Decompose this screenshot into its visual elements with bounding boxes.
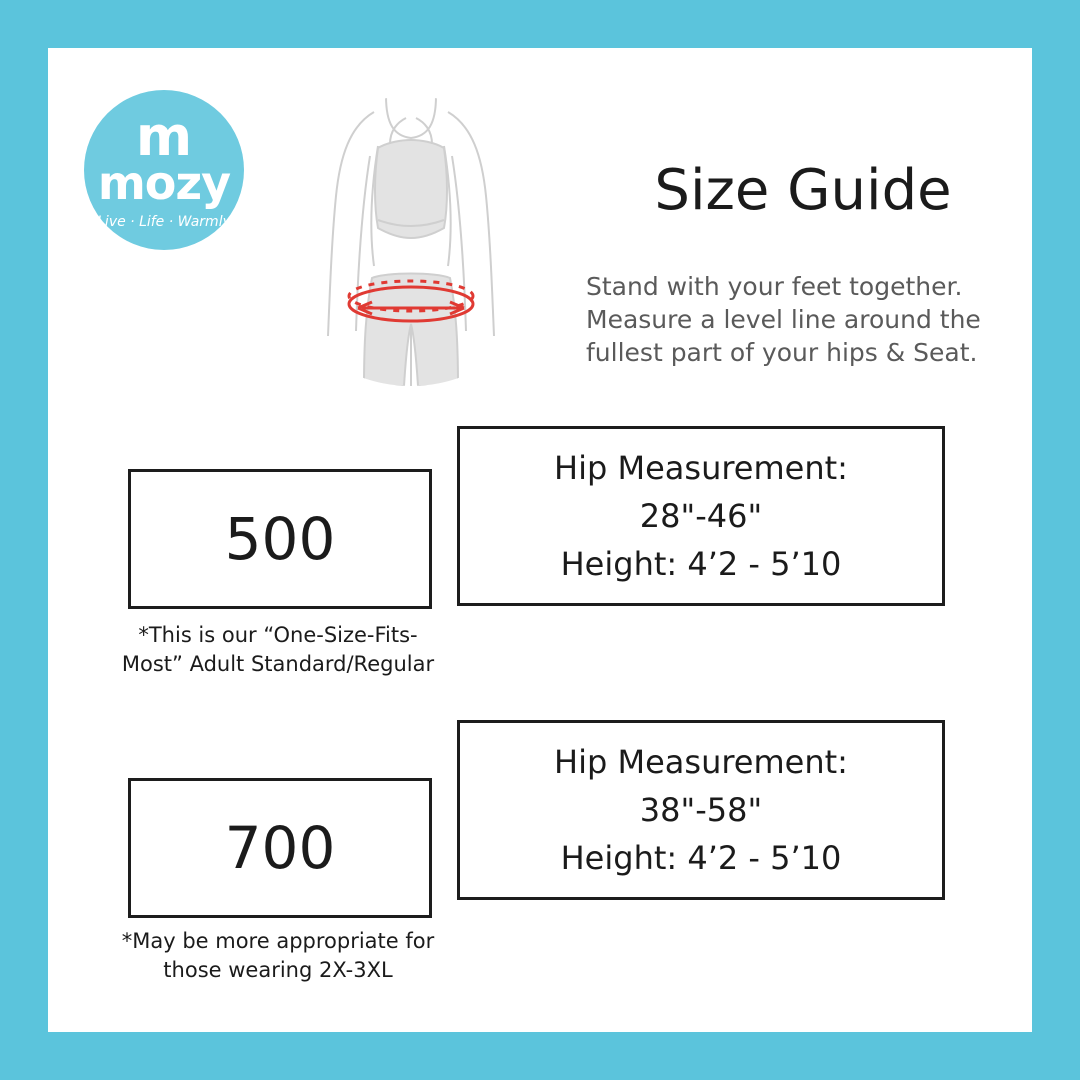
logo-wordmark: mozy: [97, 156, 231, 210]
brand-logo: [84, 90, 244, 250]
instruction-line-3: fullest part of your hips & Seat.: [586, 338, 978, 367]
size-guide-card: [48, 48, 1032, 1032]
page-title: Size Guide: [654, 158, 952, 223]
hip-measurement-label-500: Hip Measurement:: [554, 449, 848, 487]
instructions: [586, 270, 1036, 369]
size-detail-500: [457, 426, 945, 606]
illustration-svg: [266, 96, 556, 386]
hip-measurement-value-500: 28"-46": [639, 497, 763, 535]
size-box-700: [128, 778, 432, 918]
size-box-500: [128, 469, 432, 609]
size-label-500: 500: [224, 505, 336, 573]
size-note-700: *May be more appropriate for those wearing 2X-3XL: [121, 929, 435, 982]
height-value-500: Height: 4’2 - 5’10: [560, 545, 842, 583]
logo-monogram: m: [135, 105, 193, 168]
instruction-line-2: Measure a level line around the: [586, 305, 981, 334]
hip-measurement-value-700: 38"-58": [639, 791, 763, 829]
height-value-700: Height: 4’2 - 5’10: [560, 839, 842, 877]
logo-tagline: Live · Life · Warmly: [97, 214, 231, 230]
hip-measurement-label-700: Hip Measurement:: [554, 743, 848, 781]
instruction-line-1: Stand with your feet together.: [586, 272, 963, 301]
torso-hip-measurement-illustration: [266, 96, 556, 386]
size-detail-700: [457, 720, 945, 900]
size-note-500: *This is our “One-Size-Fits-Most” Adult Standard/Regular: [121, 623, 435, 676]
size-label-700: 700: [224, 814, 336, 882]
